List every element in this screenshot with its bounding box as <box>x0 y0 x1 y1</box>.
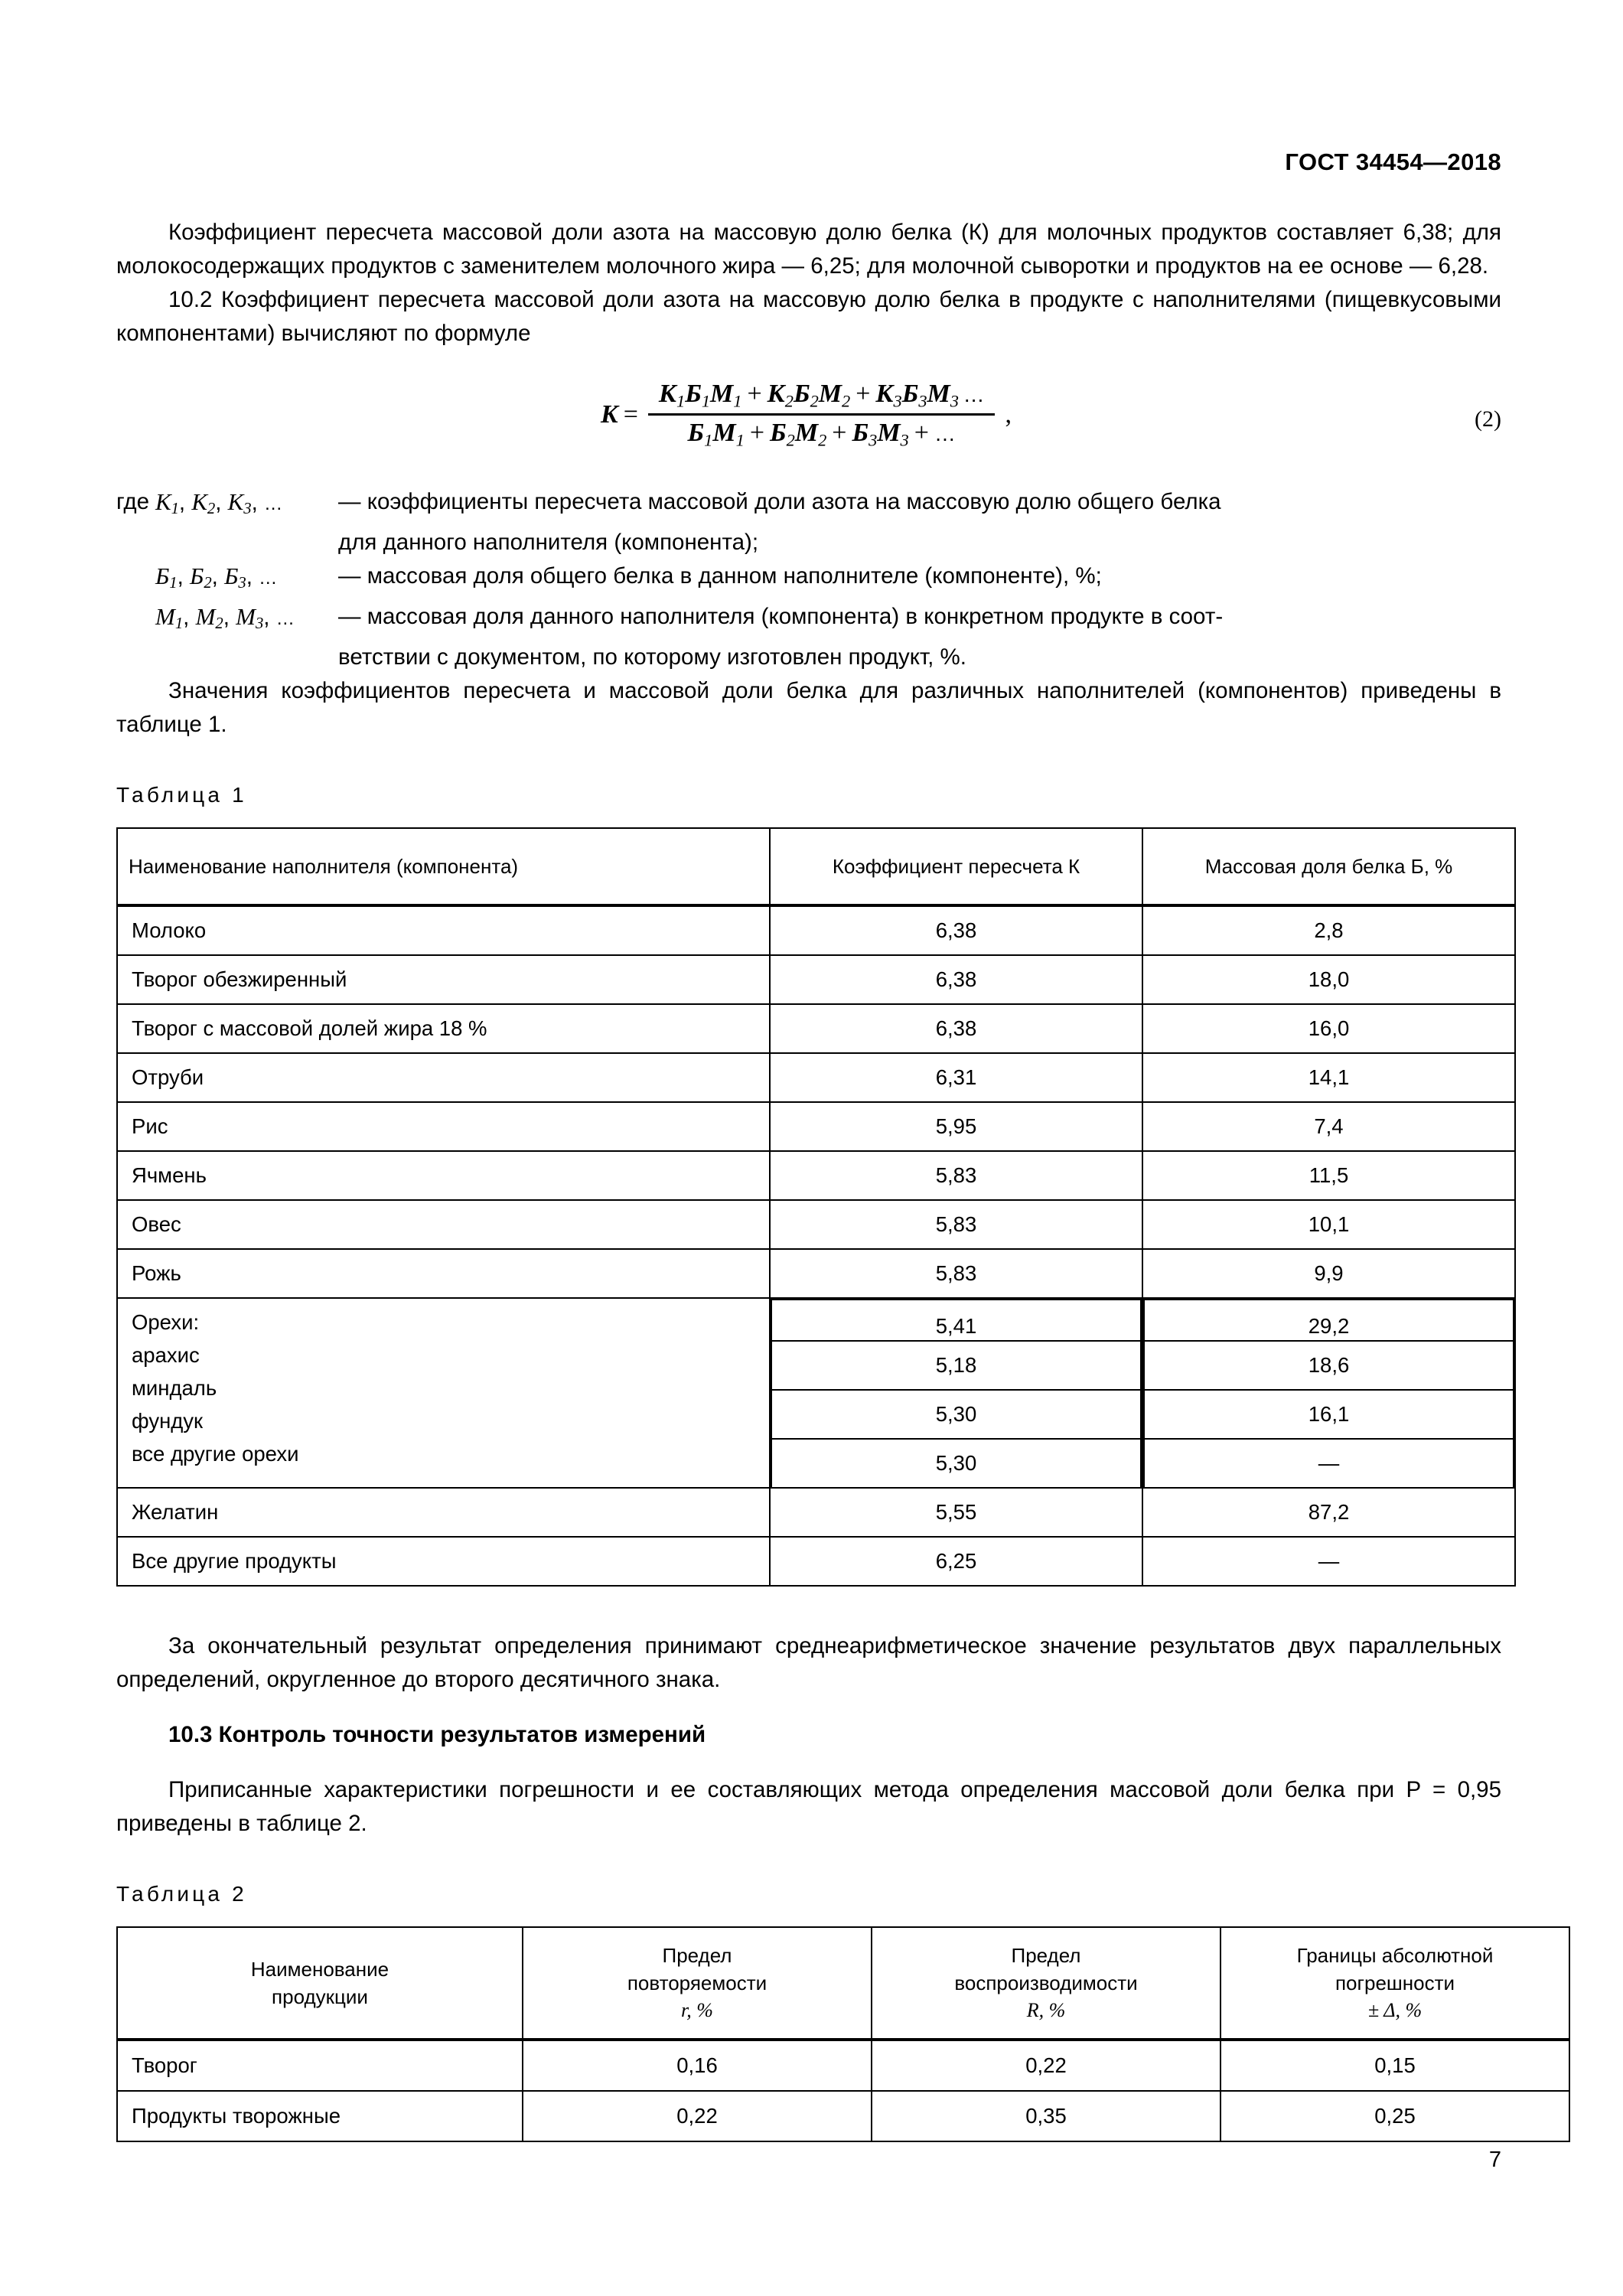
table2-cell-R: 0,35 <box>872 2091 1221 2141</box>
table2-header-unit: R, % <box>1026 1999 1066 2022</box>
table2-col-header-repeatability <box>523 1927 872 2040</box>
where-item-M <box>116 600 1501 641</box>
table2-cell-product: Продукты творожные <box>117 2091 523 2141</box>
where-symbols-B: Б1, Б2, Б3, … <box>155 563 278 592</box>
table1-nuts-item-name: миндаль <box>132 1376 217 1401</box>
table1-cell-b: 2,8 <box>1142 905 1515 955</box>
where-dash-M: — <box>338 604 361 630</box>
formula-block <box>116 377 1501 462</box>
table1-nuts-name-cell <box>117 1298 770 1488</box>
where-definition-text-M: массовая доля данного наполнителя (компонента) в конкретном продукте в соот- <box>367 604 1224 630</box>
heading-10-3: 10.3 Контроль точности результатов измерений <box>168 1722 706 1748</box>
table1-cell-k: 5,95 <box>770 1102 1142 1151</box>
page-content <box>116 0 1501 2142</box>
table1-cell-k: 5,83 <box>770 1151 1142 1200</box>
table2-header-line: погрешности <box>1335 1971 1455 1995</box>
formula-fraction <box>648 377 996 452</box>
where-definition-K <box>338 485 1501 519</box>
table1-cell-name: Молоко <box>117 905 770 955</box>
table2-header-line: повторяемости <box>627 1971 768 1995</box>
where-continuation-K: для данного наполнителя (компонента); <box>338 530 759 556</box>
nuts-subrow <box>1144 1439 1514 1487</box>
paragraph-table2-reference: Приписанные характеристики погрешности и ее составляющих метода определения массовой доли белка при P = 0,95 приведены в таблице 2. <box>116 1777 1501 1837</box>
table2-cell-R: 0,22 <box>872 2040 1221 2091</box>
nuts-subrow <box>771 1390 1141 1439</box>
table1-cell-name: Ячмень <box>117 1151 770 1200</box>
table1-nuts-item-name: арахис <box>132 1343 200 1368</box>
table-row <box>117 905 1515 955</box>
table-row <box>117 1102 1515 1151</box>
table1-col-header-k: Коэффициент пересчета К <box>770 828 1142 905</box>
formula-trailing-comma: , <box>1005 400 1012 429</box>
table-row <box>117 1488 1515 1537</box>
table2-header-line: Наименование <box>250 1958 389 1981</box>
table1-nuts-title: Орехи: <box>132 1310 200 1335</box>
table1-col-header-name: Наименование наполнителя (компонента) <box>117 828 770 905</box>
paragraph-10-2-intro: 10.2 Коэффициент пересчета массовой доли азота на массовую долю белка в продукте с наполнителями (пищевкусовыми компонентами) вычисляют по формуле <box>116 287 1501 346</box>
where-definition-B <box>338 559 1501 593</box>
table1-cell-k: 5,55 <box>770 1488 1142 1537</box>
where-symbols-M: М1, М2, М3, … <box>155 603 295 633</box>
where-lead-word: где <box>116 489 150 514</box>
nuts-subrow <box>1144 1341 1514 1390</box>
table2-header-row <box>117 1927 1569 2040</box>
table1-cell-name: Рожь <box>117 1249 770 1298</box>
table2-header-line: Предел <box>1011 1944 1081 1968</box>
nuts-subrow <box>771 1439 1141 1487</box>
table2-col-header-product <box>117 1927 523 2040</box>
table2-header-line: Границы абсолютной <box>1296 1944 1494 1968</box>
table-accuracy-characteristics <box>116 1926 1570 2142</box>
table1-cell-name: Рис <box>117 1102 770 1151</box>
formula-equals-sign: = <box>623 400 638 429</box>
table1-nuts-item-b: 16,1 <box>1144 1390 1514 1439</box>
table1-cell-k: 5,83 <box>770 1200 1142 1249</box>
table1-cell-b: 14,1 <box>1142 1053 1515 1102</box>
table1-nuts-item-k: 5,30 <box>771 1439 1141 1487</box>
spacer-before-table2-caption <box>116 1841 1501 1883</box>
formula-numerator: $К_1Б_1М_1 + К_2Б_2М_2 + К_3Б_3М_3$ … <box>658 380 985 411</box>
table1-cell-b: 9,9 <box>1142 1249 1515 1298</box>
table1-header-row <box>117 828 1515 905</box>
table1-nuts-b-subtable <box>1143 1299 1514 1487</box>
table2-cell-product: Творог <box>117 2040 523 2091</box>
where-item-K <box>116 485 1501 526</box>
formula-lhs-K: K <box>601 400 618 429</box>
table1-nuts-item-k: 5,18 <box>771 1341 1141 1390</box>
nuts-subrow <box>1144 1390 1514 1439</box>
table2-cell-r: 0,16 <box>523 2040 872 2091</box>
where-definition-text-B: массовая доля общего белка в данном наполнителе (компоненте), %; <box>367 563 1102 589</box>
table1-cell-name: Отруби <box>117 1053 770 1102</box>
where-symbols-K: К1, К2, К3, … <box>155 488 283 518</box>
table1-cell-k: 6,25 <box>770 1537 1142 1586</box>
table1-cell-b: — <box>1142 1537 1515 1586</box>
table1-nuts-k-subtable <box>771 1299 1142 1487</box>
table1-cell-k: 6,38 <box>770 955 1142 1004</box>
document-standard-number: ГОСТ 34454—2018 <box>1285 148 1501 175</box>
table2-cell-delta: 0,25 <box>1221 2091 1569 2141</box>
spacer-before-table1-caption <box>116 742 1501 784</box>
table1-nuts-b-cell <box>1142 1298 1515 1488</box>
table1-cell-b: 16,0 <box>1142 1004 1515 1053</box>
table2-caption: Таблица 2 <box>116 1882 247 1906</box>
table1-caption: Таблица 1 <box>116 783 247 807</box>
table1-nuts-item-b: — <box>1144 1439 1514 1487</box>
table1-cell-k: 6,31 <box>770 1053 1142 1102</box>
table-row <box>117 1200 1515 1249</box>
table2-header-line: продукции <box>272 1985 368 2009</box>
table2-header-unit: ± Δ, % <box>1367 1999 1423 2022</box>
where-definitions <box>116 485 1501 674</box>
where-lead-spacer-2 <box>116 600 151 634</box>
table1-nuts-list <box>132 1299 769 1476</box>
formula-denominator: $Б_1М_1 + Б_2М_2 + Б_3М_3$ + … <box>687 418 956 450</box>
paragraph-final-result: За окончательный результат определения принимают среднеарифметическое значение результатов двух параллельных определений, округленное до второго десятичного знака. <box>116 1633 1501 1693</box>
table-fillers-coefficients <box>116 827 1516 1587</box>
nuts-subrow <box>1144 1300 1514 1341</box>
nuts-subrow <box>771 1300 1141 1341</box>
table-row <box>117 1537 1515 1586</box>
table-row <box>117 1151 1515 1200</box>
table-row-nuts-group <box>117 1298 1515 1488</box>
page-number: 7 <box>1488 2148 1501 2172</box>
table2-header-line: воспроизводимости <box>954 1971 1138 1995</box>
table1-cell-k: 6,38 <box>770 1004 1142 1053</box>
table2-col-header-reproducibility <box>872 1927 1221 2040</box>
table1-cell-b: 7,4 <box>1142 1102 1515 1151</box>
table2-cell-r: 0,22 <box>523 2091 872 2141</box>
table1-cell-b: 87,2 <box>1142 1488 1515 1537</box>
table2-header-line: Предел <box>662 1944 732 1968</box>
nuts-subrow <box>771 1341 1141 1390</box>
table-row <box>117 2040 1569 2091</box>
table1-cell-name: Творог с массовой долей жира 18 % <box>117 1004 770 1053</box>
table-row <box>117 1053 1515 1102</box>
paragraph-10-1-coefficients: Коэффициент пересчета массовой доли азота на массовую долю белка (К) для молочных продуктов составляет 6,38; для молокосодержащих продуктов с заменителем молочного жира — 6,25; для молочной сыворотки и продуктов на ее основе — 6,28. <box>116 220 1501 279</box>
where-lead-spacer <box>116 559 151 593</box>
paragraph-table1-reference: Значения коэффициентов пересчета и массовой доли белка для различных наполнителей (компонентов) приведены в таблице 1. <box>116 678 1501 738</box>
table1-cell-name: Овес <box>117 1200 770 1249</box>
formula-number: (2) <box>1475 406 1501 432</box>
table1-nuts-k-cell <box>770 1298 1142 1488</box>
table-row <box>117 955 1515 1004</box>
table1-cell-k: 5,83 <box>770 1249 1142 1298</box>
table1-nuts-item-b: 18,6 <box>1144 1341 1514 1390</box>
spacer-after-table2-caption <box>116 1905 1501 1926</box>
table-row <box>117 1004 1515 1053</box>
where-definition-text-K: коэффициенты пересчета массовой доли азота на массовую долю общего белка <box>367 489 1221 514</box>
table2-cell-delta: 0,15 <box>1221 2040 1569 2091</box>
table1-nuts-item-k: 5,30 <box>771 1390 1141 1439</box>
spacer-after-table1 <box>116 1587 1501 1629</box>
table1-col-header-b: Массовая доля белка Б, % <box>1142 828 1515 905</box>
table1-nuts-item-k: 5,41 <box>771 1300 1141 1341</box>
table1-cell-b: 11,5 <box>1142 1151 1515 1200</box>
table1-cell-b: 10,1 <box>1142 1200 1515 1249</box>
table2-header-unit: r, % <box>681 1999 713 2022</box>
table1-nuts-item-name: фундук <box>132 1409 204 1433</box>
table2-col-header-error-limits <box>1221 1927 1569 2040</box>
table1-cell-b: 18,0 <box>1142 955 1515 1004</box>
where-dash-K: — <box>338 489 361 514</box>
table1-cell-k: 6,38 <box>770 905 1142 955</box>
table1-nuts-item-name: все другие орехи <box>132 1442 299 1466</box>
table-row <box>117 2091 1569 2141</box>
spacer-before-heading-10-3 <box>116 1697 1501 1718</box>
table-row <box>117 1249 1515 1298</box>
spacer-after-heading-10-3 <box>116 1752 1501 1773</box>
formula-2 <box>116 377 1501 452</box>
table1-cell-name: Желатин <box>117 1488 770 1537</box>
where-definition-M <box>338 600 1501 634</box>
where-item-B <box>116 559 1501 600</box>
table1-nuts-item-b: 29,2 <box>1144 1300 1514 1341</box>
spacer-after-table1-caption <box>116 806 1501 827</box>
table1-cell-name: Творог обезжиренный <box>117 955 770 1004</box>
table1-cell-name: Все другие продукты <box>117 1537 770 1586</box>
where-dash-B: — <box>338 563 361 589</box>
where-continuation-M: ветствии с документом, по которому изготовлен продукт, %. <box>338 644 966 670</box>
